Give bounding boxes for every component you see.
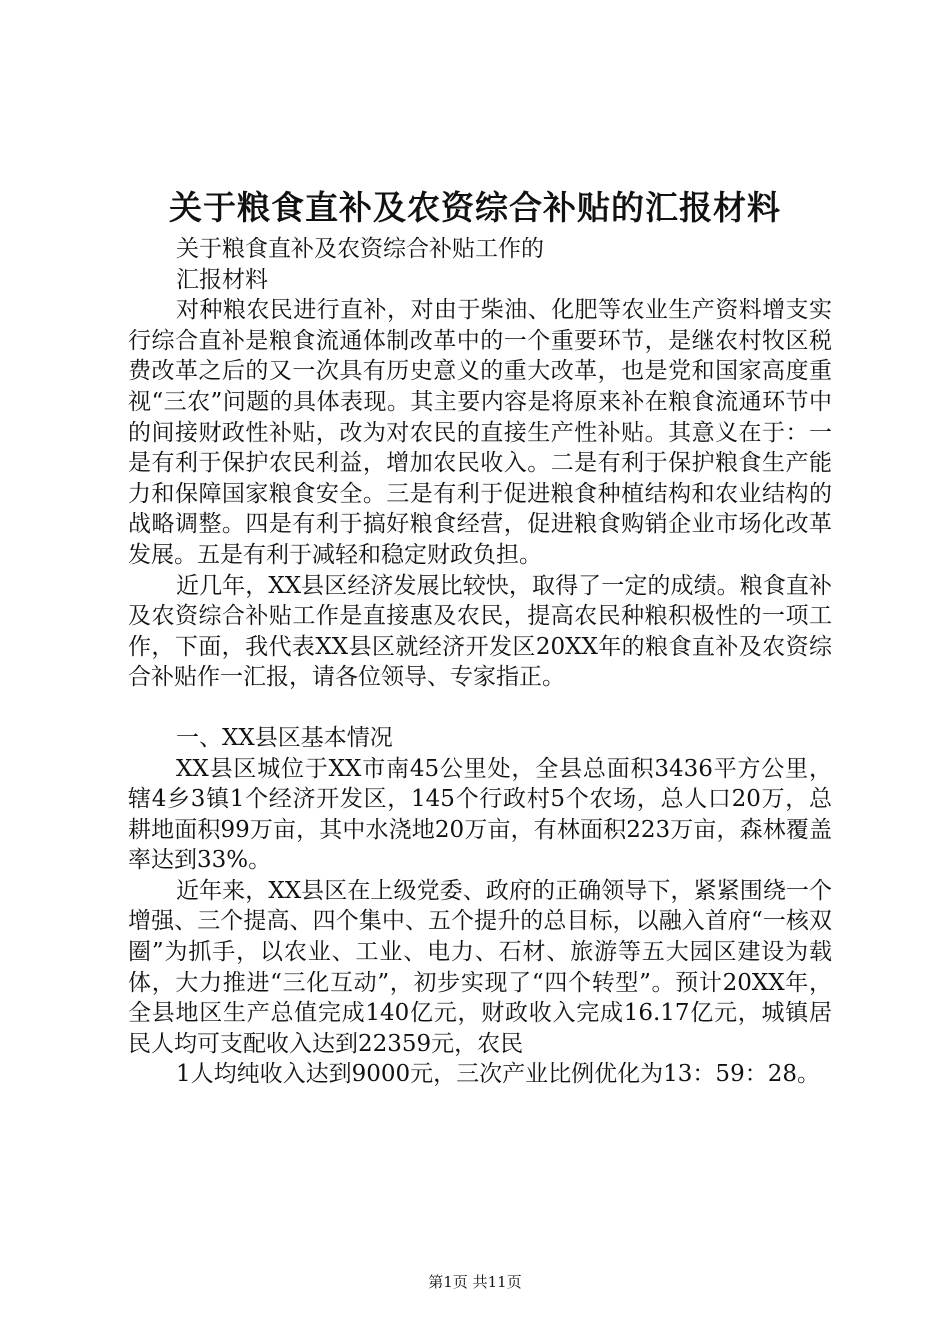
paragraph-1: 对种粮农民进行直补，对由于柴油、化肥等农业生产资料增支实行综合直补是粮食流通体制改革中的一个重要环节，是继农村牧区税费改革之后的又一次具有历史意义的重大改革，也是党和国家高度重视“三农”问题的具体表现。其主要内容是将原来补在粮食流通环节中的间接财政性补贴，改为对农民的直接生产性补贴。其意义在于：一是有利于保护农民利益，增加农民收入。二是有利于保护粮食生产能力和保障国家粮食安全。三是有利于促进粮食种植结构和农业结构的战略调整。四是有利于搞好粮食经营，促进粮食购销企业市场化改革发展。五是有利于减轻和稳定财政负担。 [128, 297, 832, 568]
document-body [128, 234, 832, 1090]
page-footer: 第1页 共11页 [428, 1273, 522, 1291]
document-title: 关于粮食直补及农资综合补贴的汇报材料 [169, 188, 781, 227]
paragraph-spacer [128, 693, 832, 723]
section-paragraph-1: XX县区城位于XX市南45公里处，全县总面积3436平方公里，辖4乡3镇1个经济开发区，145个行政村5个农场，总人口20万，总耕地面积99万亩，其中水浇地20万亩，有林面积223万亩，森林覆盖率达到33%。 [128, 755, 832, 874]
section-paragraph-2: 近年来，XX县区在上级党委、政府的正确领导下，紧紧围绕一个增强、三个提高、四个集中、五个提升的总目标，以融入首府“一核双圈”为抓手，以农业、工业、电力、石材、旅游等五大园区建设为载体，大力推进“三化互动”，初步实现了“四个转型”。预计20XX年，全县地区生产总值完成140亿元，财政收入完成16.17亿元，城镇居民人均可支配收入达到22359元，农民 [128, 877, 832, 1057]
paragraph-2: 近几年，XX县区经济发展比较快，取得了一定的成绩。粮食直补及农资综合补贴工作是直接惠及农民，提高农民种粮积极性的一项工作，下面，我代表XX县区就经济开发区20XX年的粮食直补及农资综合补贴作一汇报，请各位领导、专家指正。 [128, 572, 832, 691]
section-heading: 一、XX县区基本情况 [176, 724, 393, 751]
subtitle-line-1: 关于粮食直补及农资综合补贴工作的 [176, 236, 544, 262]
section-paragraph-3: 1人均纯收入达到9000元，三次产业比例优化为13：59：28。 [176, 1061, 820, 1088]
subtitle-line-2: 汇报材料 [176, 266, 268, 293]
